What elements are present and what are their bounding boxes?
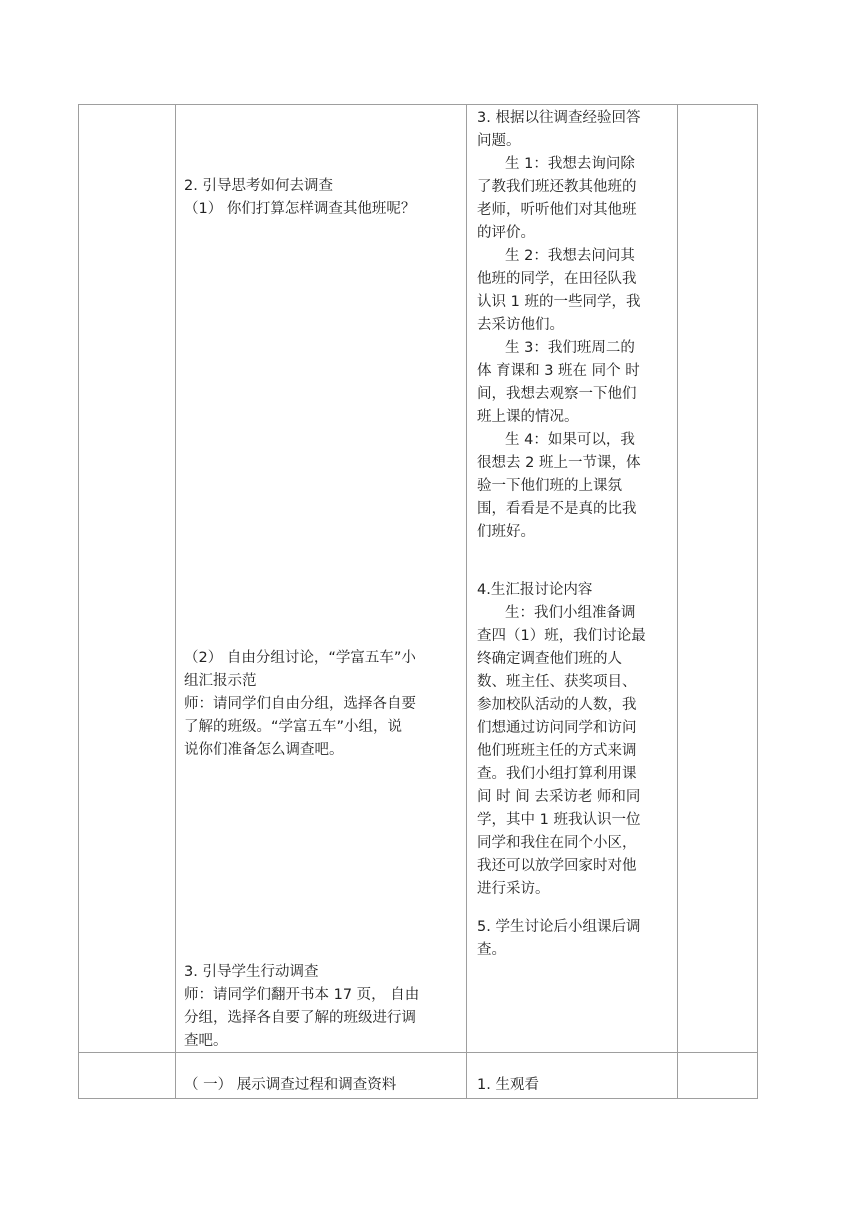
section-3-line: 分组，选择各自要了解的班级进行调 bbox=[184, 1010, 416, 1026]
section-3-line: 师：请同学们翻开书本 17 页， 自由 bbox=[184, 987, 420, 1003]
table-row bbox=[79, 105, 758, 1053]
section-2-question-1: （1） 你们打算怎样调查其他班呢？ bbox=[184, 201, 416, 217]
student-1-line: 生 1：我想去询问除 bbox=[505, 156, 635, 172]
item-4-line: 进行采访。 bbox=[477, 881, 550, 897]
student-activity-cell bbox=[467, 105, 678, 1053]
student-3-line: 生 3：我们班周二的 bbox=[505, 340, 635, 356]
student-2-line: 他班的同学，在田径队我 bbox=[477, 271, 637, 287]
item-5-line: 5. 学生讨论后小组课后调 bbox=[477, 919, 641, 935]
item-3-line: 3. 根据以往调查经验回答 bbox=[477, 110, 641, 126]
section-2-question-2-line2: 组汇报示范 bbox=[184, 673, 257, 689]
student-3-line: 班上课的情况。 bbox=[477, 409, 579, 425]
student-3-line: 间，我想去观察一下他们 bbox=[477, 386, 637, 402]
item-4-line: 间 时 间 去采访老 师和同 bbox=[477, 789, 641, 805]
student-1-line: 老师，听听他们对其他班 bbox=[477, 202, 637, 218]
teacher-instruction-line: 师：请同学们自由分组，选择各自要 bbox=[184, 696, 416, 712]
item-4-line: 终确定调查他们班的人 bbox=[477, 651, 622, 667]
item-4-line: 数、班主任、获奖项目、 bbox=[477, 674, 637, 690]
student-2-line: 生 2：我想去问问其 bbox=[505, 248, 635, 264]
item-4-line: 学，其中 1 班我认识一位 bbox=[477, 812, 641, 828]
display-heading: （ 一） 展示调查过程和调查资料 bbox=[184, 1077, 397, 1093]
section-3-title: 3. 引导学生行动调查 bbox=[184, 964, 319, 980]
section-2-title: 2. 引导思考如何去调查 bbox=[184, 178, 333, 194]
teacher-instruction-line: 了解的班级。“学富五车”小组，说 bbox=[184, 719, 403, 735]
student-4-line: 围，看看是不是真的比我 bbox=[477, 501, 637, 517]
student-1-line: 了教我们班还教其他班的 bbox=[477, 179, 637, 195]
student-4-line: 生 4：如果可以，我 bbox=[505, 432, 635, 448]
student-1-line: 的评价。 bbox=[477, 225, 535, 241]
item-3-line: 问题。 bbox=[477, 133, 521, 149]
teacher-activity-cell bbox=[176, 1053, 467, 1099]
lesson-plan-table bbox=[78, 104, 758, 1099]
teacher-instruction-line: 说你们准备怎么调查吧。 bbox=[184, 742, 344, 758]
student-2-line: 去采访他们。 bbox=[477, 317, 564, 333]
section-3-line: 查吧。 bbox=[184, 1033, 228, 1049]
teacher-activity-cell bbox=[176, 105, 467, 1053]
student-item-1: 1. 生观看 bbox=[477, 1077, 539, 1093]
section-2-question-2-line1: （2） 自由分组讨论，“学富五车”小 bbox=[184, 650, 416, 666]
item-4-line: 他们班班主任的方式来调 bbox=[477, 743, 637, 759]
notes-cell bbox=[678, 105, 758, 1053]
student-activity-cell bbox=[467, 1053, 678, 1099]
notes-cell bbox=[678, 1053, 758, 1099]
item-4-line: 生：我们小组准备调 bbox=[505, 605, 636, 621]
student-4-line: 们班好。 bbox=[477, 524, 535, 540]
student-3-line: 体 育课和 3 班在 同个 时 bbox=[477, 363, 640, 379]
student-4-line: 验一下他们班的上课氛 bbox=[477, 478, 622, 494]
item-4-line: 查。我们小组打算利用课 bbox=[477, 766, 637, 782]
item-4-line: 查四（1）班，我们讨论最 bbox=[477, 628, 646, 644]
item-4-line: 同学和我住在同个小区， bbox=[477, 835, 637, 851]
item-4-line: 们想通过访问同学和访问 bbox=[477, 720, 637, 736]
item-4-line: 参加校队活动的人数，我 bbox=[477, 697, 637, 713]
item-4-title: 4.生汇报讨论内容 bbox=[477, 582, 593, 598]
item-4-line: 我还可以放学回家时对他 bbox=[477, 858, 637, 874]
table-row bbox=[79, 1053, 758, 1099]
stage-cell bbox=[79, 1053, 176, 1099]
item-5-line: 查。 bbox=[477, 942, 506, 958]
student-4-line: 很想去 2 班上一节课，体 bbox=[477, 455, 641, 471]
student-2-line: 认识 1 班的一些同学，我 bbox=[477, 294, 641, 310]
stage-cell bbox=[79, 105, 176, 1053]
